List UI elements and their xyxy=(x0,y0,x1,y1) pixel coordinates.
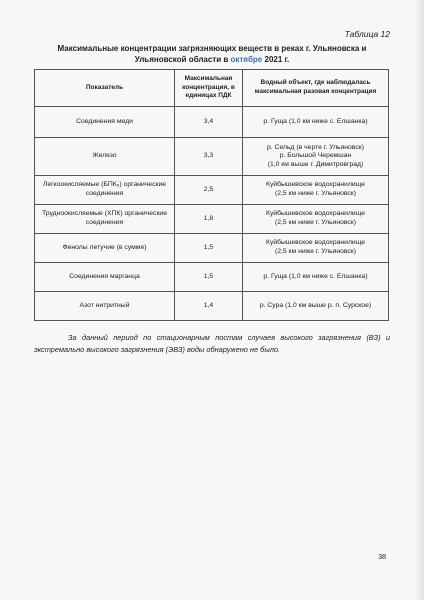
cell-indicator: Легкоокисляемые (БПК₅) органические соединения xyxy=(35,176,175,205)
cell-value: 3,3 xyxy=(175,138,243,176)
title-text-end: 2021 г. xyxy=(262,55,290,64)
cell-place: р. Гуща (1,0 км ниже с. Елшанка) xyxy=(243,263,389,292)
table-row xyxy=(35,138,389,176)
cell-indicator: Соединения марганца xyxy=(35,263,175,292)
table-number: Таблица 12 xyxy=(344,29,390,39)
cell-value: 1,4 xyxy=(175,292,243,321)
concentrations-table xyxy=(34,69,389,321)
cell-indicator: Трудноокисляемые (ХПК) органические соединения xyxy=(35,205,175,234)
cell-place: Куйбышевское водохранилище (2,5 км ниже г. Ульяновск) xyxy=(243,234,389,263)
cell-indicator: Соединения меди xyxy=(35,107,175,138)
header-max-concentration: Максимальная концентрация, в единицах ПДК xyxy=(175,70,243,107)
cell-place: Куйбышевское водохранилище (2,5 км ниже г. Ульяновск) xyxy=(243,205,389,234)
cell-place: р. Сура (1,0 км выше р. п. Сурское) xyxy=(243,292,389,321)
table-row xyxy=(35,263,389,292)
table-row xyxy=(35,234,389,263)
page-edge-shadow xyxy=(414,0,424,600)
table-header-row xyxy=(35,70,389,107)
page-number: 38 xyxy=(378,554,386,561)
cell-place: р. Гуща (1,0 км ниже с. Елшанка) xyxy=(243,107,389,138)
cell-indicator: Железо xyxy=(35,138,175,176)
cell-value: 1,8 xyxy=(175,205,243,234)
table-row xyxy=(35,292,389,321)
cell-place: Куйбышевское водохранилище (2,5 км ниже г. Ульяновск) xyxy=(243,176,389,205)
header-indicator: Показатель xyxy=(35,70,175,107)
note-paragraph: За данный период по стационарным постам случаев высокого загрязнения (ВЗ) и экстремально высокого загрязнения (ЭВЗ) воды обнаружено не было. xyxy=(34,333,390,354)
table-title xyxy=(42,43,382,65)
table-row xyxy=(35,107,389,138)
table-row xyxy=(35,205,389,234)
table-row xyxy=(35,176,389,205)
cell-indicator: Фенолы летучие (в сумме) xyxy=(35,234,175,263)
cell-value: 1,5 xyxy=(175,234,243,263)
cell-indicator: Азот нитритный xyxy=(35,292,175,321)
cell-value: 2,5 xyxy=(175,176,243,205)
cell-value: 3,4 xyxy=(175,107,243,138)
cell-place: р. Сельд (в черте г. Ульяновск) р. Большой Черемшан (1,0 км выше г. Димитровград) xyxy=(243,138,389,176)
title-month: октябре xyxy=(230,55,263,64)
title-text-start: Максимальные концентрации загрязняющих веществ в реках г. Ульяновска и Ульяновской области в xyxy=(57,44,367,64)
cell-value: 1,5 xyxy=(175,263,243,292)
header-water-body: Водный объект, где наблюдалась максимальная разовая концентрация xyxy=(243,70,389,107)
